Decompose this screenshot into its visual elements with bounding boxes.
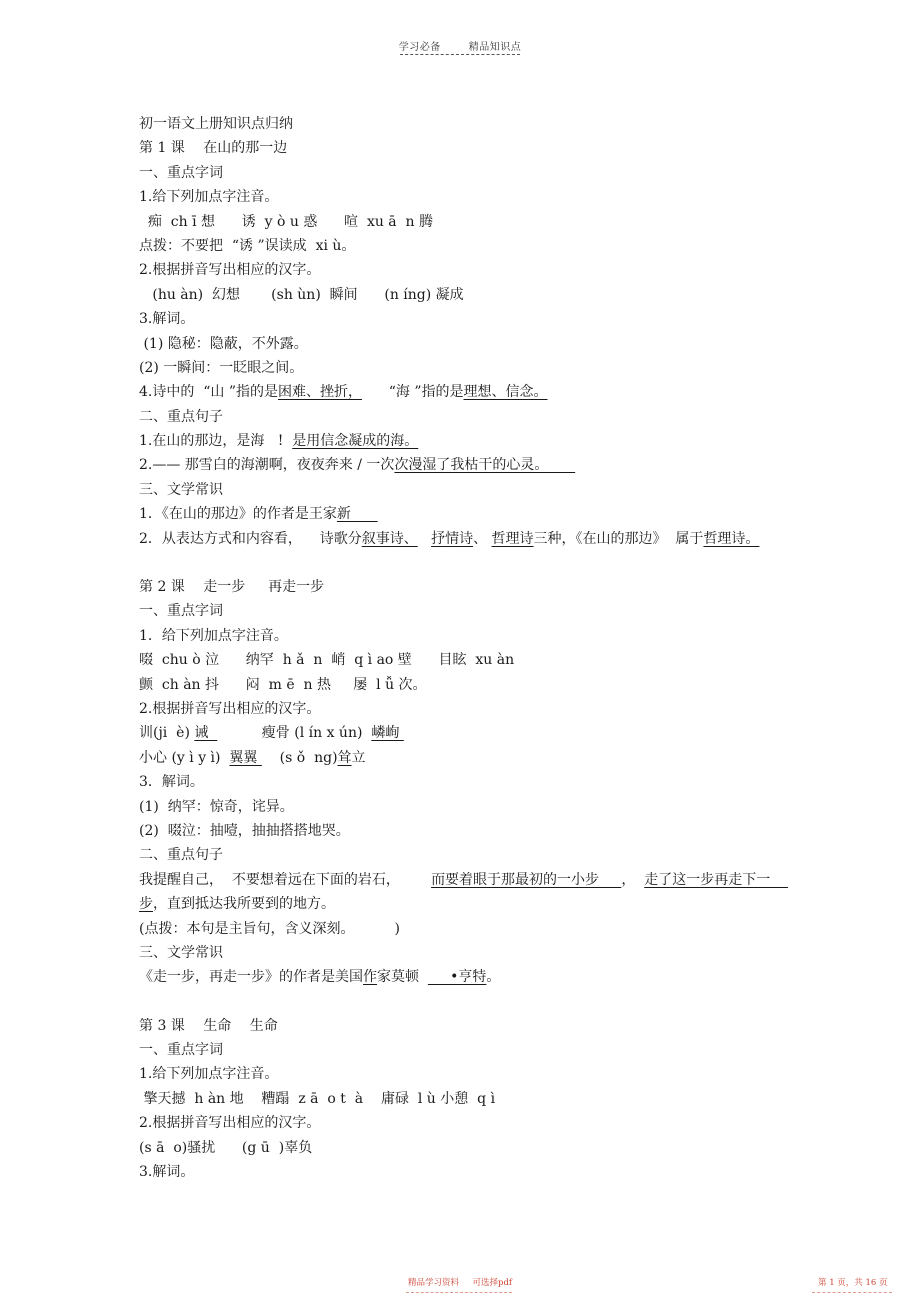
underlined-answer: •亨特 [427, 969, 487, 986]
text: 、 [473, 530, 492, 547]
underlined-answer: 次漫湿了我枯干的心灵。 [394, 457, 576, 474]
lesson1-section-literature: 三、文学常识 [139, 481, 223, 498]
lesson3-title: 第 3 课 生命 生命 [139, 1017, 278, 1034]
lesson1-section-words: 一、重点字词 [139, 164, 223, 181]
text: 小心 (y ì y ì) [139, 749, 230, 766]
lesson2-title: 第 2 课 走一步 再走一步 [139, 579, 325, 596]
document-body [139, 112, 799, 1184]
text: ，直到抵达我所要到的地方。 [153, 896, 335, 913]
lesson1-question-2: 2.根据拼音写出相应的汉字。 [139, 262, 321, 279]
underlined-answer: 是用信念凝成的海。 [292, 433, 419, 450]
lesson2-section-words: 一、重点字词 [139, 603, 223, 620]
lesson1-question-1: 1.给下列加点字注音。 [139, 189, 279, 206]
underlined-answer: 作 [363, 969, 377, 986]
footer-source-text: 精品学习资料 可选择pdf [408, 1278, 513, 1288]
lesson1-sentence-1 [139, 429, 799, 453]
document-title: 初一语文上册知识点归纳 [139, 116, 293, 132]
lesson1-definition-1: (1) 隐秘：隐蔽，不外露。 [139, 335, 308, 352]
lesson3-pinyin-line: 擎天撼 h àn 地 糟蹋 z ā o t à 庸碌 l ù 小憩 q ì [139, 1090, 496, 1107]
text: 我提醒自己， 不要想着远在下面的岩石， [139, 871, 432, 888]
lesson2-question-1: 1．给下列加点字注音。 [139, 627, 288, 644]
lesson2-section-literature: 三、文学常识 [139, 944, 223, 961]
text: 1．《在山的那边》的作者是王家 [139, 506, 337, 523]
underlined-answer: 诫 [194, 725, 218, 742]
lesson2-question-2: 2.根据拼音写出相应的汉字。 [139, 700, 321, 717]
page-header [0, 38, 920, 53]
lesson1-question-3: 3.解词。 [139, 311, 195, 328]
underlined-answer: 哲理诗 [491, 530, 534, 547]
lesson1-sentence-2 [139, 453, 799, 477]
underlined-answer: 耸 [337, 749, 352, 766]
lesson2-sentence-line-1 [139, 868, 799, 892]
lesson2-pinyin-line-2: 颤 ch àn 抖 闷 m ē n 热 屡 l ǚ 次。 [139, 676, 427, 693]
lesson2-section-sentences: 二、重点句子 [139, 847, 223, 864]
lesson1-tip: 点拨：不要把 “诱 ”误读成 xi ù。 [139, 237, 356, 254]
text: 《走一步，再走一步》的作者是美国 [139, 969, 363, 986]
footer-divider-left [406, 1292, 512, 1293]
lesson2-pinyin-line-1: 啜 chu ò 泣 纳罕 h ǎ n 峭 q ì ao 壁 目眩 xu àn [139, 652, 515, 669]
underlined-answer: 困难、挫折， [278, 384, 363, 401]
lesson1-section-sentences: 二、重点句子 [139, 408, 223, 425]
lesson1-title: 第 1 课 在山的那一边 [139, 140, 288, 157]
text [418, 531, 431, 547]
underlined-answer: 嶙峋 [371, 725, 404, 742]
header-left-text: 学习必备 [398, 42, 441, 53]
lesson3-question-1: 1.给下列加点字注音。 [139, 1066, 279, 1083]
text: 瘦骨 (l ín x ún) [217, 725, 372, 742]
text: 立 [351, 749, 366, 766]
text: 2．从表达方式和内容看， 诗歌分 [139, 530, 362, 547]
underlined-answer: 翼翼 [229, 749, 262, 766]
text: 1.在山的那边，是海 ! [139, 433, 293, 450]
underlined-answer: 而要着眼于那最初的一小步 [431, 871, 622, 888]
underlined-answer: 哲理诗。 [703, 530, 760, 547]
header-divider [400, 54, 520, 55]
underlined-answer: 叙事诗、 [361, 530, 418, 547]
lesson3-question-3: 3.解词。 [139, 1164, 195, 1181]
underlined-answer: 新 [336, 506, 378, 523]
lesson3-question-2: 2.根据拼音写出相应的汉字。 [139, 1115, 321, 1132]
underlined-answer: 步 [139, 896, 153, 913]
lesson1-hanzi-line: (hu àn) 幻想 (sh ùn) 瞬间 (n íng) 凝成 [139, 286, 464, 303]
underlined-answer: 理想、信念。 [463, 384, 548, 401]
text: (s ǒ ng) [261, 749, 338, 766]
underlined-answer: 走了这一步再走下一 [644, 871, 789, 888]
lesson2-definition-2: (2) 啜泣：抽噎，抽抽搭搭地哭。 [139, 822, 350, 839]
lesson2-hanzi-line-1 [139, 721, 799, 745]
text: 三种，《在山的那边》 属于 [533, 530, 704, 547]
lesson2-tip: (点拨：本句是主旨句，含义深刻。 ) [139, 920, 400, 937]
text: 训(ji è) [139, 725, 195, 742]
lesson1-literature-2 [139, 527, 799, 551]
lesson2-hanzi-line-2 [139, 746, 799, 770]
underlined-answer: 抒情诗 [431, 530, 474, 547]
footer-divider-right [812, 1292, 892, 1293]
lesson2-literature [139, 965, 799, 989]
lesson1-pinyin-line: 痴 ch ī 想 诱 y ò u 惑 喧 xu ā n 腾 [139, 213, 434, 230]
header-right-text: 精品知识点 [468, 42, 522, 53]
lesson2-sentence-line-2 [139, 892, 799, 916]
page-number: 第 1 页，共 16 页 [818, 1278, 888, 1288]
lesson1-literature-1 [139, 502, 799, 526]
lesson1-question-4 [139, 380, 799, 404]
text: 。 [486, 969, 501, 986]
text: 4.诗中的 “山 ”指的是 [139, 384, 279, 401]
lesson3-hanzi-line: (s ā o)骚扰 (g ū )辜负 [139, 1139, 313, 1156]
lesson1-definition-2: (2) 一瞬间：一眨眼之间。 [139, 359, 304, 376]
text: 家莫顿 [377, 969, 428, 986]
lesson2-question-3: 3．解词。 [139, 774, 204, 791]
lesson3-section-words: 一、重点字词 [139, 1042, 223, 1059]
text: “海 ”指的是 [362, 384, 464, 401]
text: 2.—— 那雪白的海潮啊，夜夜奔来 / 一次 [139, 457, 395, 474]
text: ， [621, 871, 645, 888]
lesson2-definition-1: (1) 纳罕：惊奇，诧异。 [139, 798, 294, 815]
